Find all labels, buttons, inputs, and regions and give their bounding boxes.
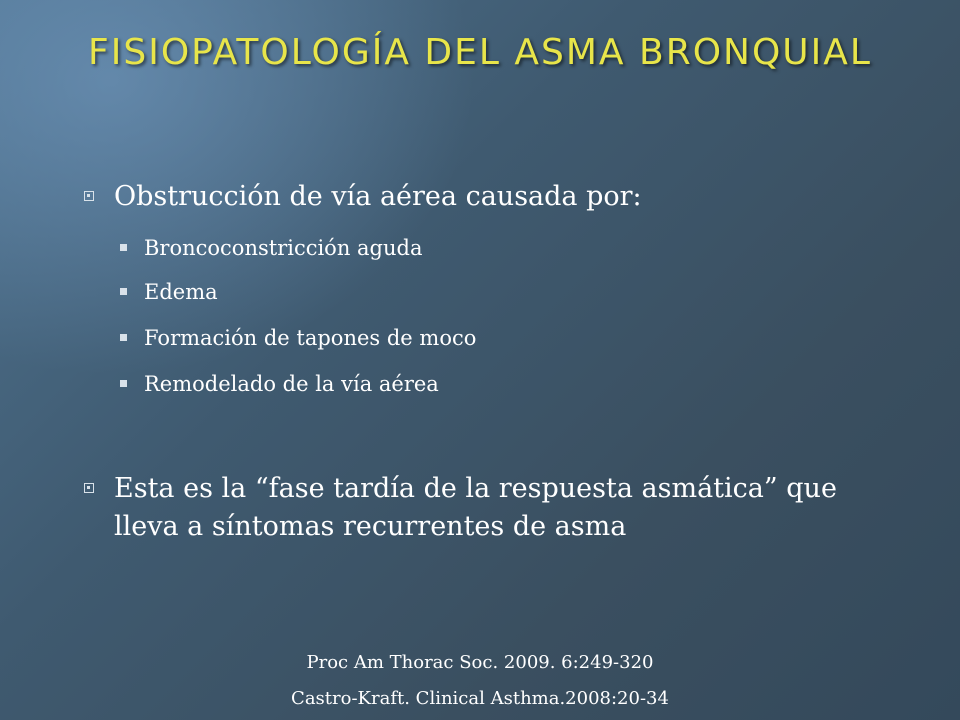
sub-bullet-2-text: Edema xyxy=(144,280,218,304)
sub-bullet-1-text: Broncoconstricción aguda xyxy=(144,236,423,260)
bullet-square-small-icon xyxy=(120,288,127,295)
bullet-square-small-icon xyxy=(120,334,127,341)
bullet-main-1 xyxy=(84,178,642,216)
sub-bullet-4 xyxy=(120,370,439,398)
bullet-main-2-text: Esta es la “fase tardía de la respuesta asmática” que lleva a síntomas recurrentes de asma xyxy=(114,473,837,542)
sub-bullet-4-text: Remodelado de la vía aérea xyxy=(144,372,439,396)
bullet-square-small-icon xyxy=(120,380,127,387)
reference-1: Proc Am Thorac Soc. 2009. 6:249-320 xyxy=(306,652,654,673)
bullet-main-1-text: Obstrucción de vía aérea causada por: xyxy=(114,181,642,212)
slide-title: FISIOPATOLOGÍA DEL ASMA BRONQUIAL xyxy=(88,32,872,73)
sub-bullet-1 xyxy=(120,234,422,262)
sub-bullet-3 xyxy=(120,324,476,352)
bullet-square-small-icon xyxy=(120,244,127,251)
bullet-square-icon xyxy=(84,191,94,201)
bullet-square-icon xyxy=(84,483,94,493)
bullet-main-2 xyxy=(84,470,904,546)
sub-bullet-2 xyxy=(120,278,218,306)
sub-bullet-3-text: Formación de tapones de moco xyxy=(144,326,477,350)
reference-2: Castro-Kraft. Clinical Asthma.2008:20-34 xyxy=(291,688,669,709)
